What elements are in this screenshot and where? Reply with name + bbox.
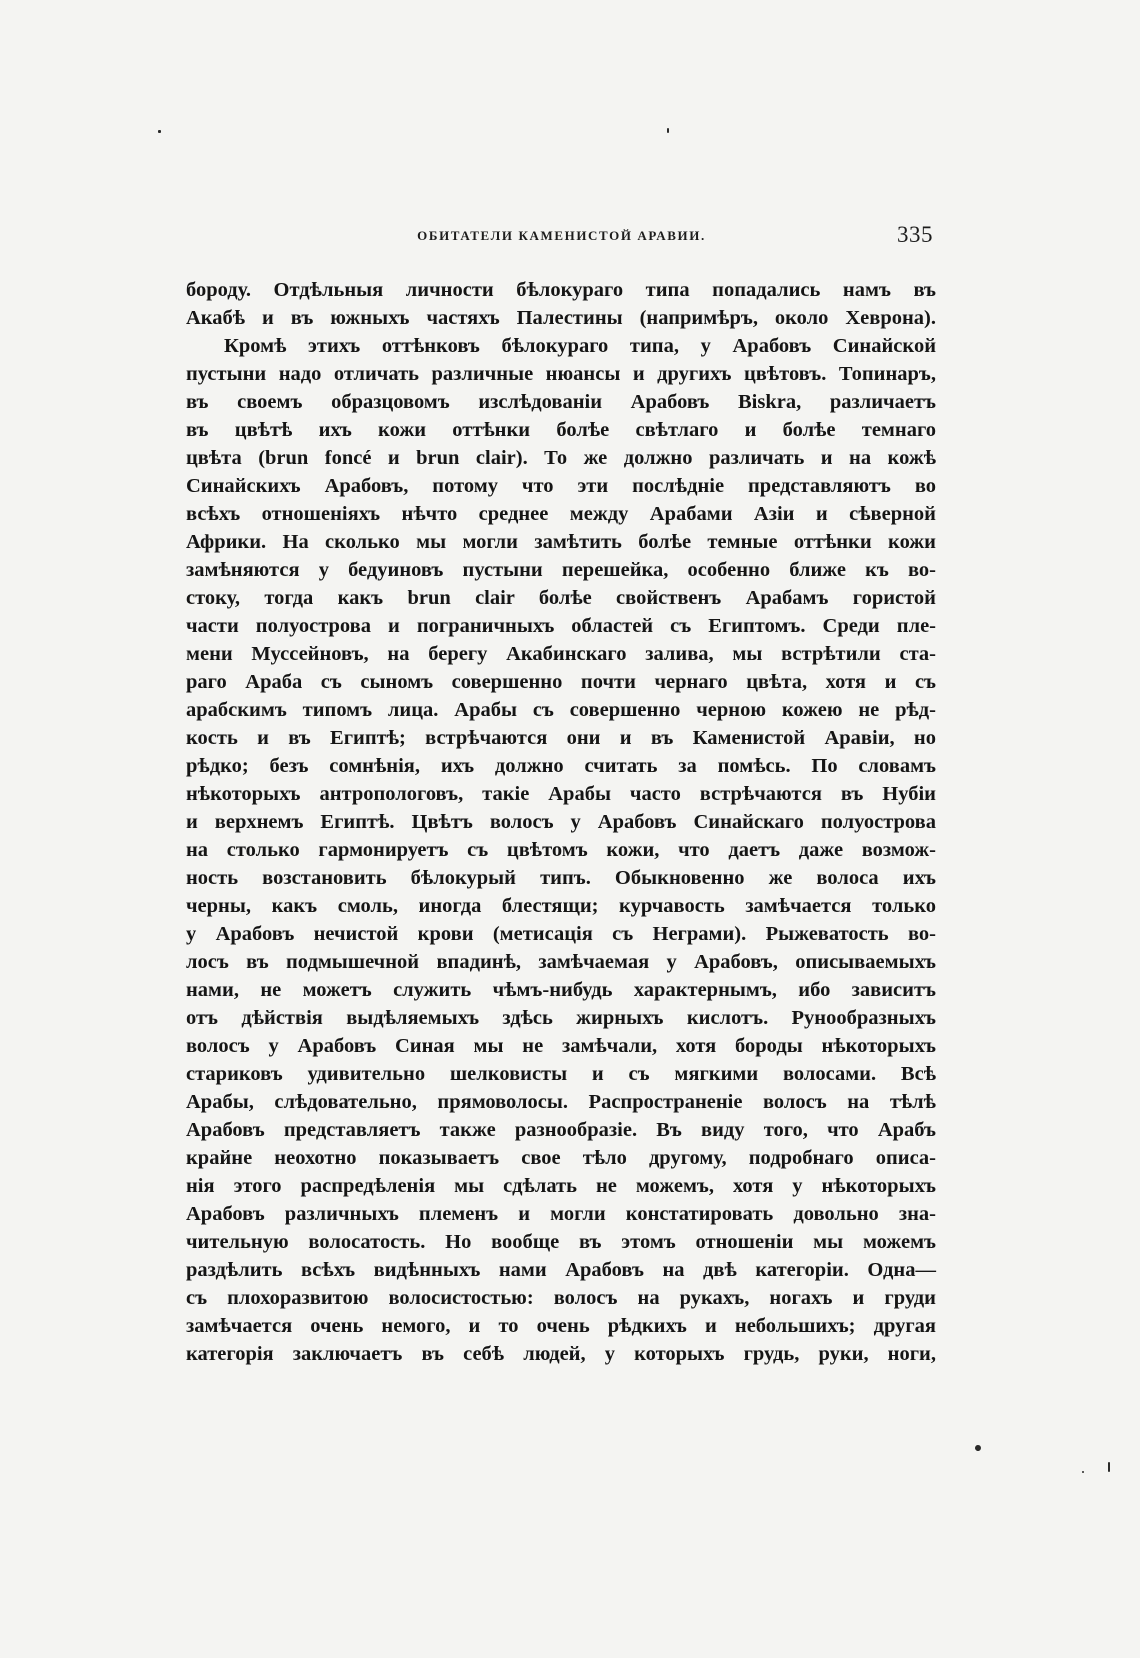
text-line: и верхнемъ Египтѣ. Цвѣтъ волосъ у Арабовъ Синайскаго полуострова <box>186 811 936 833</box>
text-line: пустыни надо отличать различные нюансы и другихъ цвѣтовъ. Топинаръ, <box>186 363 936 385</box>
text-line: Акабѣ и въ южныхъ частяхъ Палестины (напримѣръ, около Хеврона). <box>186 307 936 329</box>
scan-speck <box>1082 1471 1084 1473</box>
text-line: замѣчается очень немого, и то очень рѣдкихъ и небольшихъ; другая <box>186 1315 936 1337</box>
text-line: съ плохоразвитою волосистостью: волосъ на рукахъ, ногахъ и груди <box>186 1287 936 1309</box>
text-line: стариковъ удивительно шелковисты и съ мягкими волосами. Всѣ <box>186 1063 936 1085</box>
text-line: крайне неохотно показываетъ свое тѣло другому, подробнаго описа- <box>186 1147 936 1169</box>
text-line: Африки. На сколько мы могли замѣтить болѣе темные оттѣнки кожи <box>186 531 936 553</box>
text-line: арабскимъ типомъ лица. Арабы съ совершенно черною кожею не рѣд- <box>186 699 936 721</box>
text-line: Арабовъ представляетъ также разнообразіе. Въ виду того, что Арабъ <box>186 1119 936 1141</box>
text-line: рѣдко; безъ сомнѣнія, ихъ должно считать за помѣсь. По словамъ <box>186 755 936 777</box>
text-line: лосъ въ подмышечной впадинѣ, замѣчаемая у Арабовъ, описываемыхъ <box>186 951 936 973</box>
text-line: категорія заключаетъ въ себѣ людей, у которыхъ грудь, руки, ноги, <box>186 1343 936 1365</box>
text-line: нѣкоторыхъ антропологовъ, такіе Арабы часто встрѣчаются въ Нубіи <box>186 783 936 805</box>
text-line: у Арабовъ нечистой крови (метисація съ Неграми). Рыжеватость во- <box>186 923 936 945</box>
text-line: всѣхъ отношеніяхъ нѣчто среднее между Арабами Азіи и сѣверной <box>186 503 936 525</box>
text-line: части полуострова и пограничныхъ областей съ Египтомъ. Среди пле- <box>186 615 936 637</box>
text-line: Синайскихъ Арабовъ, потому что эти послѣдніе представляютъ во <box>186 475 936 497</box>
text-line: Арабовъ различныхъ племенъ и могли констатировать довольно зна- <box>186 1203 936 1225</box>
scan-speck <box>974 1444 982 1452</box>
body-text <box>186 276 936 1368</box>
text-line: чительную волосатость. Но вообще въ этомъ отношеніи мы можемъ <box>186 1231 936 1253</box>
text-line: въ своемъ образцовомъ изслѣдованіи Арабовъ Biskra, различаетъ <box>186 391 936 413</box>
text-line: нами, не можетъ служить чѣмъ-нибудь характернымъ, ибо зависитъ <box>186 979 936 1001</box>
text-line: раздѣлить всѣхъ видѣнныхъ нами Арабовъ на двѣ категоріи. Одна— <box>186 1259 936 1281</box>
text-line: раго Араба съ сыномъ совершенно почти чернаго цвѣта, хотя и съ <box>186 671 936 693</box>
text-line: стоку, тогда какъ brun clair болѣе свойственъ Арабамъ гористой <box>186 587 936 609</box>
text-line: кость и въ Египтѣ; встрѣчаются они и въ Каменистой Аравіи, но <box>186 727 936 749</box>
running-title: ОБИТАТЕЛИ КАМЕНИСТОЙ АРАВИИ. <box>417 228 706 243</box>
text-line: замѣняются у бедуиновъ пустыни перешейка, особенно ближе къ во- <box>186 559 936 581</box>
text-line: Арабы, слѣдовательно, прямоволосы. Распространеніе волосъ на тѣлѣ <box>186 1091 936 1113</box>
scan-speck <box>1108 1462 1110 1472</box>
text-line: отъ дѣйствія выдѣляемыхъ здѣсь жирныхъ кислотъ. Рунообразныхъ <box>186 1007 936 1029</box>
text-line: бороду. Отдѣльныя личности бѣлокураго типа попадались намъ въ <box>186 279 936 301</box>
text-line: волосъ у Арабовъ Синая мы не замѣчали, хотя бороды нѣкоторыхъ <box>186 1035 936 1057</box>
text-line: цвѣта (brun foncé и brun clair). То же должно различать и на кожѣ <box>186 447 936 469</box>
page-number: 335 <box>897 222 933 247</box>
scan-speck <box>158 130 161 133</box>
text-line: ность возстановить бѣлокурый типъ. Обыкновенно же волоса ихъ <box>186 867 936 889</box>
text-line: черны, какъ смоль, иногда блестящи; курчавость замѣчается только <box>186 895 936 917</box>
text-line: нія этого распредѣленія мы сдѣлать не можемъ, хотя у нѣкоторыхъ <box>186 1175 936 1197</box>
text-line: на столько гармонируетъ съ цвѣтомъ кожи, что даетъ даже возмож- <box>186 839 936 861</box>
page-header <box>190 222 933 254</box>
text-line: въ цвѣтѣ ихъ кожи оттѣнки болѣе свѣтлаго и болѣе темнаго <box>186 419 936 441</box>
text-line: мени Муссейновъ, на берегу Акабинскаго залива, мы встрѣтили ста- <box>186 643 936 665</box>
scan-speck <box>667 128 669 133</box>
paragraph-start-line: Кромѣ этихъ оттѣнковъ бѣлокураго типа, у Арабовъ Синайской <box>224 335 936 357</box>
